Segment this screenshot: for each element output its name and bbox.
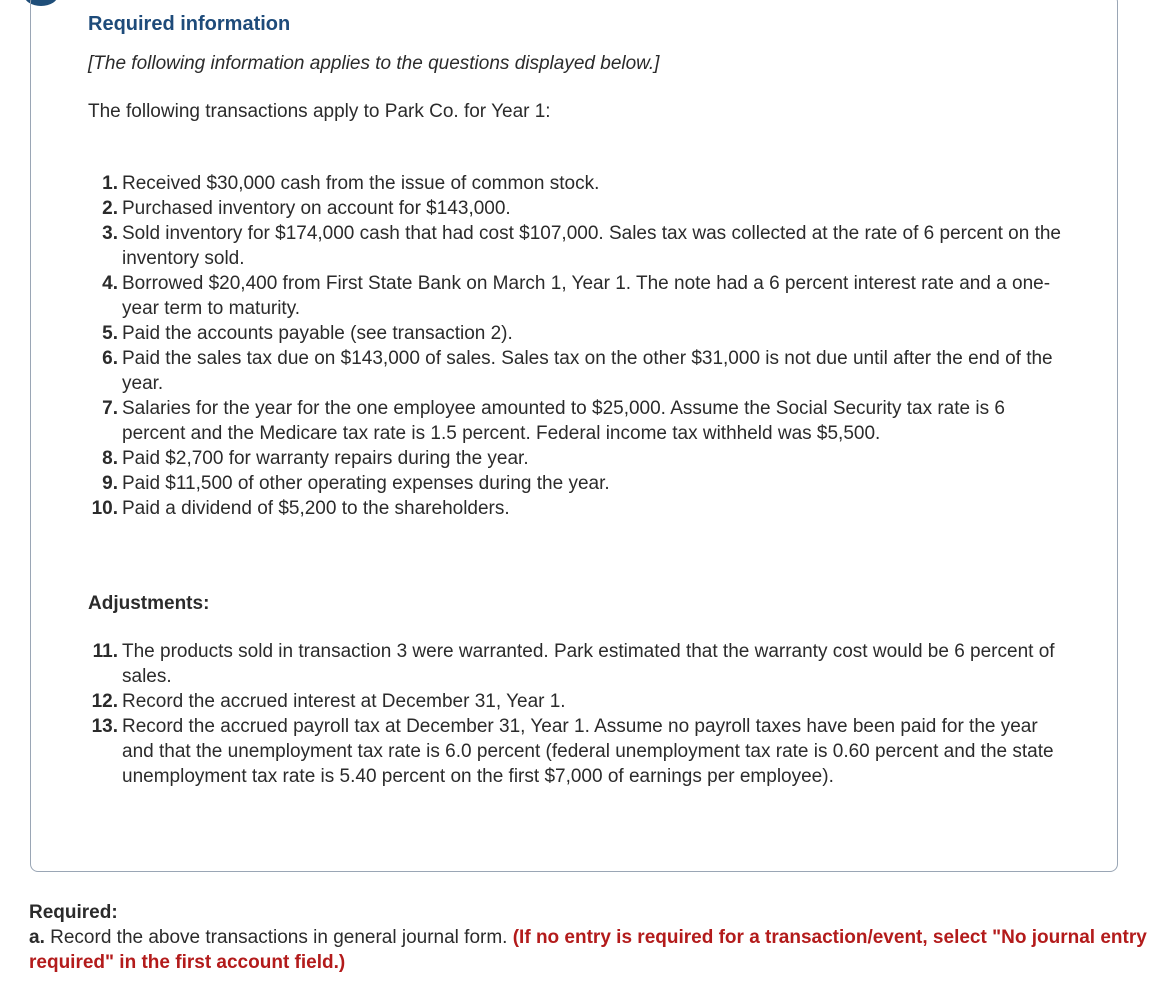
required-note: (If no entry is required for a transaction/event, select "No journal entry required" in the first account field.): [29, 927, 1147, 973]
list-item: 5. Paid the accounts payable (see transaction 2).: [102, 323, 513, 344]
list-item: 1. Received $30,000 cash from the issue of common stock.: [102, 173, 600, 194]
adjustments-list: [88, 639, 1068, 789]
list-item: 8. Paid $2,700 for warranty repairs during the year.: [102, 448, 529, 469]
required-section: [29, 900, 1154, 975]
list-item: 6. Paid the sales tax due on $143,000 of sales. Sales tax on the other $31,000 is not due until after the end of the year.: [102, 348, 1053, 394]
list-item: 2. Purchased inventory on account for $143,000.: [102, 198, 511, 219]
list-item: 13. Record the accrued payroll tax at December 31, Year 1. Assume no payroll taxes have been paid for the year and that the unemployment tax rate is 6.0 percent (federal unemployment tax rate is 0.60 percent and the state unemployment tax rate is 5.40 percent on the first $7,000 of earnings per employee).: [91, 716, 1054, 787]
list-item: 7. Salaries for the year for the one employee amounted to $25,000. Assume the Social Security tax rate is 6 percent and the Medicare tax rate is 1.5 percent. Federal income tax withheld was $5,500.: [102, 398, 1005, 444]
transactions-list: [88, 171, 1068, 521]
list-item: 3. Sold inventory for $174,000 cash that had cost $107,000. Sales tax was collected at the rate of 6 percent on the inventory sold.: [102, 223, 1061, 269]
list-item: 11. The products sold in transaction 3 were warranted. Park estimated that the warranty cost would be 6 percent of sales.: [92, 641, 1055, 687]
required-information-title: Required information: [88, 13, 291, 35]
list-item: 12. Record the accrued interest at December 31, Year 1.: [91, 691, 566, 712]
adjustments-heading: Adjustments:: [88, 593, 210, 614]
applies-note: [The following information applies to the questions displayed below.]: [88, 53, 660, 74]
list-item: 10. Paid a dividend of $5,200 to the shareholders.: [91, 498, 510, 519]
list-item: 4. Borrowed $20,400 from First State Bank on March 1, Year 1. The note had a 6 percent interest rate and a one-year term to maturity.: [102, 273, 1051, 319]
required-instruction: Record the above transactions in general journal form.: [50, 927, 508, 948]
required-heading: Required:: [29, 902, 118, 923]
list-item: 9. Paid $11,500 of other operating expenses during the year.: [102, 473, 610, 494]
transactions-intro: The following transactions apply to Park Co. for Year 1:: [88, 101, 551, 122]
required-part-letter: a.: [29, 927, 45, 948]
